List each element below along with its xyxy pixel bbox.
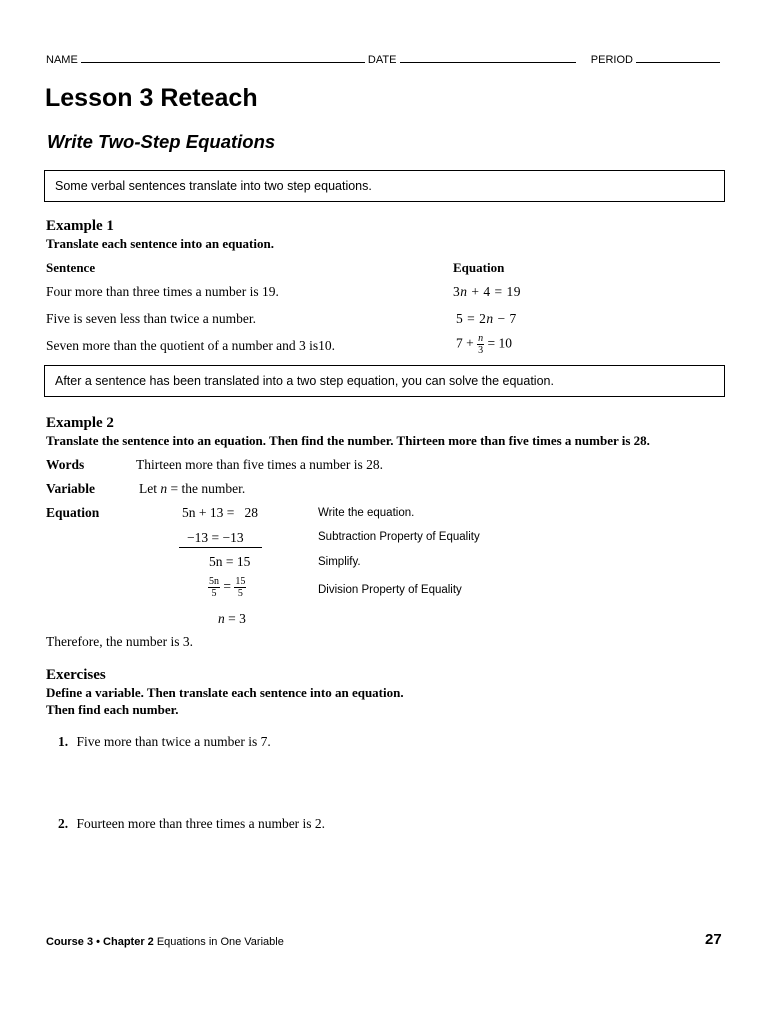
intro-text: Some verbal sentences translate into two step equations. bbox=[55, 179, 372, 193]
exercises-instruction-1: Define a variable. Then translate each sentence into an equation. bbox=[46, 685, 404, 700]
step4-frac2-num: 15 bbox=[235, 576, 246, 587]
eq3-frac-den: 3 bbox=[478, 345, 484, 356]
example1-sentence-3: Seven more than the quotient of a number and 3 is10. bbox=[46, 338, 336, 353]
variable-let: Let bbox=[139, 481, 157, 496]
period-label: PERIOD bbox=[590, 54, 633, 66]
step4-math bbox=[208, 576, 246, 599]
name-label: NAME bbox=[46, 54, 78, 66]
example1-equation-2 bbox=[456, 311, 517, 327]
variable-text bbox=[139, 481, 245, 497]
step1-note: Write the equation. bbox=[318, 507, 415, 519]
example1-heading: Example 1 bbox=[46, 218, 114, 234]
subtraction-rule-line bbox=[179, 547, 262, 548]
example1-equation-3 bbox=[456, 333, 512, 356]
footer-course-chapter: Course 3 • Chapter 2 bbox=[46, 936, 154, 948]
step2-note: Subtraction Property of Equality bbox=[318, 531, 480, 543]
date-blank bbox=[400, 62, 576, 63]
step4-frac1-num: 5n bbox=[209, 576, 219, 587]
exercise-item-2 bbox=[58, 816, 325, 832]
sentence-column-header: Sentence bbox=[46, 260, 96, 275]
exercise-item-1 bbox=[58, 734, 271, 750]
example2-heading: Example 2 bbox=[46, 415, 114, 431]
eq2-part-b: − 7 bbox=[493, 311, 517, 326]
name-blank bbox=[81, 62, 365, 63]
step4-fraction-right bbox=[234, 576, 246, 599]
step4-fraction-left bbox=[208, 576, 220, 599]
variable-label: Variable bbox=[46, 481, 96, 496]
intro-box bbox=[44, 170, 725, 202]
step3-math: 5n = 15 bbox=[209, 554, 251, 569]
example2-conclusion: Therefore, the number is 3. bbox=[46, 634, 193, 649]
eq2-var: n bbox=[486, 311, 494, 326]
date-label: DATE bbox=[367, 54, 397, 66]
exercise-2-number: 2. bbox=[58, 816, 69, 831]
footer-chapter-title: Equations in One Variable bbox=[156, 936, 284, 948]
variable-var: n bbox=[160, 481, 168, 496]
eq1-var: n bbox=[460, 284, 468, 299]
step5-var: n bbox=[218, 611, 225, 626]
step1-math: 5n + 13 = 28 bbox=[182, 505, 258, 520]
exercise-1-text: Five more than twice a number is 7. bbox=[76, 734, 271, 749]
step5-rest: = 3 bbox=[224, 611, 246, 626]
eq1-part-a: 3 bbox=[453, 284, 461, 299]
exercises-instruction-2: Then find each number. bbox=[46, 702, 179, 717]
step4-equals: = bbox=[223, 578, 231, 594]
words-label: Words bbox=[46, 457, 85, 472]
exercise-2-text: Fourteen more than three times a number is 2. bbox=[76, 816, 326, 831]
step3-note: Simplify. bbox=[318, 556, 361, 568]
variable-rest: = the number. bbox=[170, 481, 246, 496]
example1-equation-1 bbox=[453, 284, 521, 300]
equation-label: Equation bbox=[46, 505, 100, 520]
solve-box bbox=[44, 365, 725, 397]
eq2-part-a: 5 = 2 bbox=[456, 311, 487, 326]
step5-math bbox=[218, 611, 246, 627]
example1-sentence-2: Five is seven less than twice a number. bbox=[46, 311, 256, 326]
footer-course bbox=[46, 936, 284, 948]
step4-note: Division Property of Equality bbox=[318, 584, 462, 596]
period-blank bbox=[636, 62, 720, 63]
words-text: Thirteen more than five times a number is 28. bbox=[136, 457, 384, 472]
example1-sentence-1: Four more than three times a number is 19. bbox=[46, 284, 279, 299]
exercise-1-number: 1. bbox=[58, 734, 69, 749]
lesson-title: Lesson 3 Reteach bbox=[45, 84, 258, 112]
step2-math: −13 = −13 bbox=[187, 530, 244, 545]
solve-text: After a sentence has been translated into a two step equation, you can solve the equation. bbox=[55, 374, 554, 388]
example1-instruction: Translate each sentence into an equation. bbox=[46, 236, 274, 251]
header-fields bbox=[46, 54, 726, 66]
equation-column-header: Equation bbox=[453, 260, 505, 275]
eq3-part-b: = 10 bbox=[487, 335, 512, 351]
page-number: 27 bbox=[705, 931, 722, 948]
lesson-subtitle: Write Two-Step Equations bbox=[47, 131, 276, 152]
step4-frac2-den: 5 bbox=[237, 588, 243, 599]
example2-instruction: Translate the sentence into an equation. Then find the number. Thirteen more than five times a number is 28. bbox=[46, 433, 650, 448]
eq1-part-b: + 4 = 19 bbox=[467, 284, 521, 299]
eq3-frac-num: n bbox=[478, 333, 484, 344]
step4-frac1-den: 5 bbox=[211, 588, 217, 599]
eq3-part-a: 7 + bbox=[456, 335, 474, 351]
exercises-heading: Exercises bbox=[46, 667, 106, 683]
eq3-fraction bbox=[477, 333, 484, 356]
